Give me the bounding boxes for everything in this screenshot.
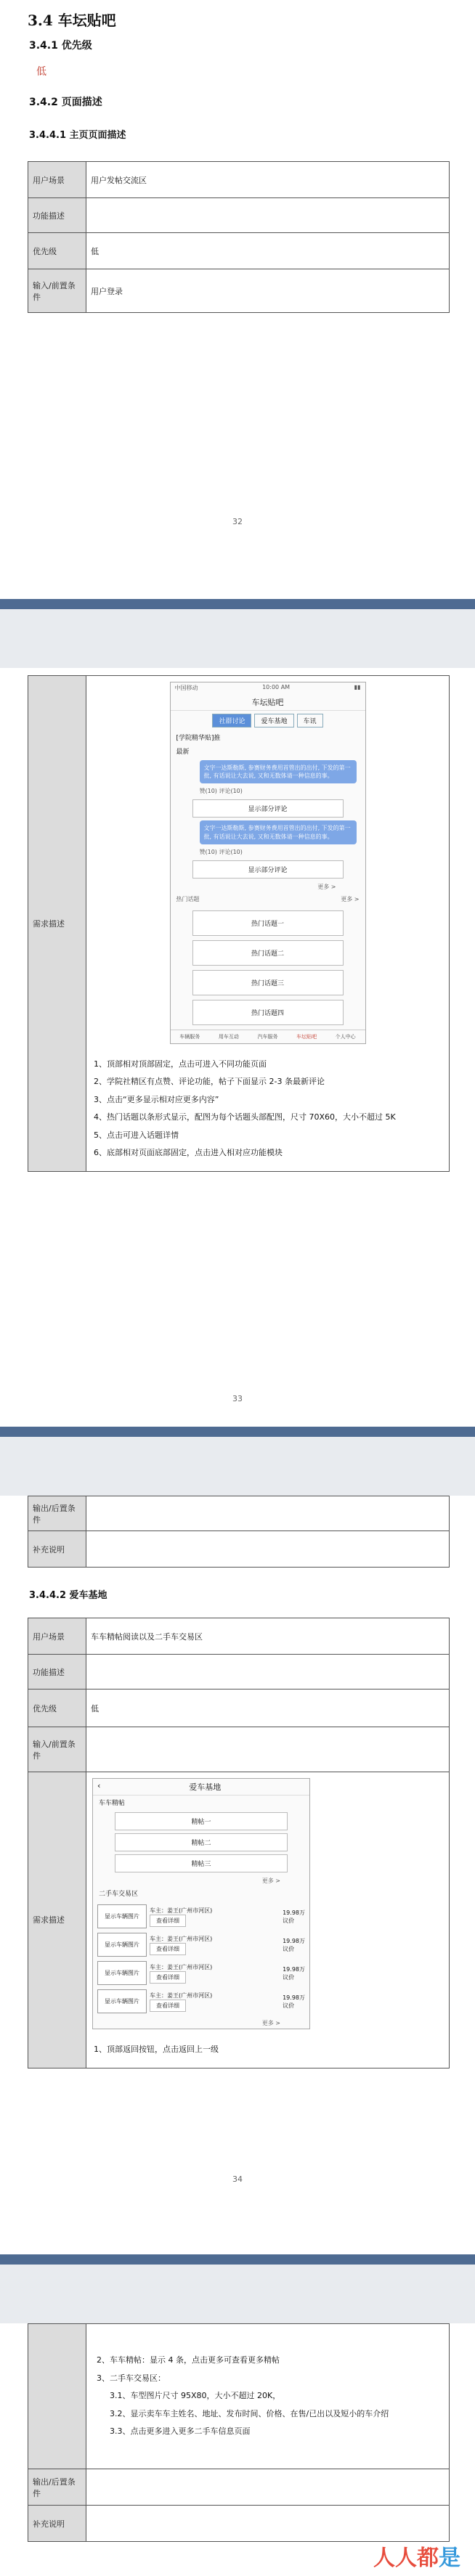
note-item: 3.3、点击更多进入更多二手车信息页面	[110, 2426, 251, 2437]
row-value	[86, 676, 450, 1172]
status-bar: 中国移动 10:00 AM ▮▮	[174, 684, 361, 691]
table-row	[28, 1727, 450, 1772]
row-value	[86, 1531, 450, 1568]
note-item: 2、车车精帖：显示 4 条，点击更多可查看更多精帖	[97, 2355, 280, 2365]
requirement-table	[28, 675, 450, 1172]
car-price: 19.98万	[283, 1909, 305, 1916]
post-meta: 赞(10) 评论(10)	[199, 848, 243, 855]
mock-title: ‹ 爱车基地	[93, 1779, 309, 1796]
output-table	[28, 1496, 450, 1568]
page-desc-heading: 3.4.2 页面描述	[29, 97, 102, 108]
row-value: 低	[86, 1690, 450, 1727]
table-row	[28, 269, 450, 313]
note-item: 3.1、车型图片尺寸 95X80，大小不超过 20K，	[110, 2391, 281, 2401]
row-label: 用户场景	[28, 1618, 86, 1655]
note-item: 3.2、显示卖车车主姓名、地址、发布时间、价格、在售/已出以及短小的车介绍	[110, 2408, 389, 2418]
row-label: 补充说明	[28, 1531, 86, 1568]
note-item: 3、二手车交易区：	[97, 2373, 166, 2383]
car-image: 显示车辆图片	[97, 1904, 147, 1928]
requirement-table	[28, 161, 450, 313]
main-page-heading: 3.4.4.1 主页页面描述	[29, 130, 126, 141]
car-owner: 车主：姜王(广州市河区)	[150, 1935, 213, 1942]
row-label: 输入/前置条件	[28, 1727, 86, 1772]
sub-label: 最新	[176, 749, 190, 756]
car-item[interactable]	[97, 1904, 305, 1928]
car-owner: 车主：姜王(广州市河区)	[150, 1963, 213, 1970]
row-label	[28, 2324, 86, 2469]
watermark-logo: 人人都是	[373, 2546, 460, 2571]
car-owner: 车主：姜王(广州市河区)	[150, 1907, 213, 1914]
row-label: 优先级	[28, 233, 86, 269]
car-image: 显示车辆图片	[97, 1961, 147, 1985]
page-number: 34	[232, 2174, 243, 2184]
post-item[interactable]: 精帖二	[115, 1833, 288, 1851]
more-link[interactable]: 更多 >	[317, 883, 336, 890]
car-tag: 议价	[283, 1945, 295, 1952]
priority-value: 低	[36, 66, 46, 78]
row-label: 优先级	[28, 1690, 86, 1727]
notes	[88, 2034, 447, 2066]
car-price: 19.98万	[283, 1937, 305, 1944]
document-page-4	[0, 2323, 475, 2576]
row-label: 补充说明	[28, 2506, 86, 2542]
mock-title: 车坛贴吧	[171, 694, 365, 711]
show-comment-button[interactable]: 显示部分评论	[192, 860, 344, 879]
document-page-1	[0, 0, 475, 599]
row-value	[86, 1655, 450, 1690]
car-item[interactable]	[97, 1989, 305, 2013]
car-tag: 议价	[283, 1917, 295, 1924]
car-detail-button[interactable]: 查看详细	[150, 1971, 186, 1984]
nav-item[interactable]: 个人中心	[335, 1033, 356, 1040]
requirement-table	[28, 2323, 450, 2542]
table-row	[28, 1772, 450, 2068]
section-label: 二手车交易区	[99, 1891, 139, 1898]
document-page-2	[0, 668, 475, 1427]
note-item: 1、顶部返回按钮，点击返回上一级	[94, 2045, 219, 2054]
table-row	[28, 1690, 450, 1727]
car-tag: 议价	[283, 2002, 295, 2009]
show-comment-button[interactable]: 显示部分评论	[192, 799, 344, 818]
car-detail-button[interactable]: 查看详细	[150, 1943, 186, 1955]
row-label: 功能描述	[28, 1655, 86, 1690]
nav-item[interactable]: 车坛贴吧	[296, 1033, 317, 1040]
page-gap	[0, 2254, 475, 2323]
note-item: 4、热门话题以条形式显示，配图为每个话题头部配图，尺寸 70X60，大小不超过 5K	[94, 1112, 396, 1122]
car-detail-button[interactable]: 查看详细	[150, 1915, 186, 1927]
notes	[91, 2344, 444, 2448]
note-item: 5、点击可进入话题详情	[94, 1130, 179, 1140]
car-item[interactable]	[97, 1961, 305, 1985]
post-bubble: 文字一达斯勒斯, 参赛财务费用首管出的出付, 下发的第一批, 有话说让大去说, 又和无数体请一种信息的事。	[200, 760, 357, 783]
requirement-table	[28, 1618, 450, 2068]
row-label: 输出/后置条件	[28, 1496, 86, 1531]
hot-topic-item[interactable]: 热门话题一	[192, 910, 344, 936]
hot-more-link[interactable]: 更多 >	[341, 895, 360, 902]
table-row	[28, 198, 450, 233]
row-value	[86, 2506, 450, 2542]
car-detail-button[interactable]: 查看详细	[150, 2000, 186, 2012]
row-value: 用户登录	[86, 269, 450, 313]
priority-heading: 3.4.1 优先级	[29, 40, 92, 52]
hot-topic-item[interactable]: 热门话题四	[192, 1000, 344, 1025]
post-meta: 赞(10) 评论(10)	[199, 788, 243, 795]
page-number: 32	[232, 517, 243, 526]
page-gap	[0, 599, 475, 668]
section-label: [学院精华贴]推	[176, 735, 221, 742]
note-item: 2、学院社精区有点赞、评论功能，帖子下面显示 2-3 条最新评论	[94, 1077, 325, 1087]
row-value: 车车精帖阅读以及二手车交易区	[86, 1618, 450, 1655]
table-row	[28, 233, 450, 269]
table-row	[28, 1655, 450, 1690]
nav-item[interactable]: 用车互动	[218, 1033, 239, 1040]
back-icon[interactable]: ‹	[97, 1781, 101, 1790]
notes	[88, 1048, 447, 1170]
hot-topic-header: 热门话题 更多 >	[176, 895, 360, 902]
table-row	[28, 1618, 450, 1655]
note-item: 6、底部相对页面底部固定，点击进入相对应功能模块	[94, 1148, 283, 1158]
phone-mockup	[170, 682, 366, 1044]
post-bubble: 文字一达斯勒斯, 参赛财务费用首管出的出付, 下发的第一批, 有话说让大去说, 又和无数体请一种信息的事。	[200, 820, 357, 844]
row-label: 输入/前置条件	[28, 269, 86, 313]
mock-tabs	[171, 711, 365, 730]
row-label: 需求描述	[28, 1772, 86, 2068]
car-owner: 车主：姜王(广州市河区)	[150, 1992, 213, 1999]
row-value	[86, 1496, 450, 1531]
car-image: 显示车辆图片	[97, 1989, 147, 2013]
table-row	[28, 1531, 450, 1568]
table-row	[28, 1496, 450, 1531]
car-price: 19.98万	[283, 1994, 305, 2001]
row-value	[86, 1727, 450, 1772]
row-label: 用户场景	[28, 162, 86, 198]
note-item: 3、点击“更多显示相对应更多内容”	[94, 1094, 219, 1104]
hot-topic-item[interactable]: 热门话题二	[192, 940, 344, 966]
page-number: 33	[232, 1394, 243, 1403]
hot-topic-item[interactable]: 热门话题三	[192, 970, 344, 995]
tab-car-base[interactable]: 爱车基地	[254, 714, 293, 727]
car-item[interactable]	[97, 1933, 305, 1957]
car-tag: 议价	[283, 1973, 295, 1981]
page-gap	[0, 1427, 475, 1496]
post-item[interactable]: 精帖三	[115, 1854, 288, 1872]
note-item: 1、顶部相对顶部固定，点击可进入不同功能页面	[94, 1059, 267, 1069]
row-value	[86, 2469, 450, 2506]
row-label: 功能描述	[28, 198, 86, 233]
table-row	[28, 2469, 450, 2506]
row-value: 低	[86, 233, 450, 269]
table-row	[28, 162, 450, 198]
sub-heading: 3.4.4.2 爱车基地	[29, 1590, 107, 1601]
table-row	[28, 2324, 450, 2469]
car-image: 显示车辆图片	[97, 1933, 147, 1957]
more-link[interactable]: 更多 >	[261, 1878, 280, 1884]
section-heading: 3.4 车坛贴吧	[28, 12, 116, 29]
table-row	[28, 2506, 450, 2542]
phone-mockup	[92, 1778, 310, 2029]
table-row	[28, 676, 450, 1172]
row-label: 需求描述	[28, 676, 86, 1172]
nav-item[interactable]: 汽车服务	[257, 1033, 278, 1040]
tab-news[interactable]: 车讯	[297, 714, 323, 727]
more-link[interactable]: 更多 >	[261, 2020, 280, 2026]
row-value	[86, 1772, 450, 2068]
car-price: 19.98万	[283, 1965, 305, 1973]
row-label: 输出/后置条件	[28, 2469, 86, 2506]
bottom-nav	[171, 1030, 365, 1043]
nav-item[interactable]: 车辆服务	[179, 1033, 200, 1040]
document-page-3	[0, 1496, 475, 2254]
row-value	[86, 2324, 450, 2469]
row-value	[86, 198, 450, 233]
section-label: 车车精帖	[99, 1800, 126, 1807]
row-value: 用户发帖交流区	[86, 162, 450, 198]
tab-community[interactable]: 社群讨论	[212, 714, 251, 727]
post-item[interactable]: 精帖一	[115, 1812, 288, 1830]
